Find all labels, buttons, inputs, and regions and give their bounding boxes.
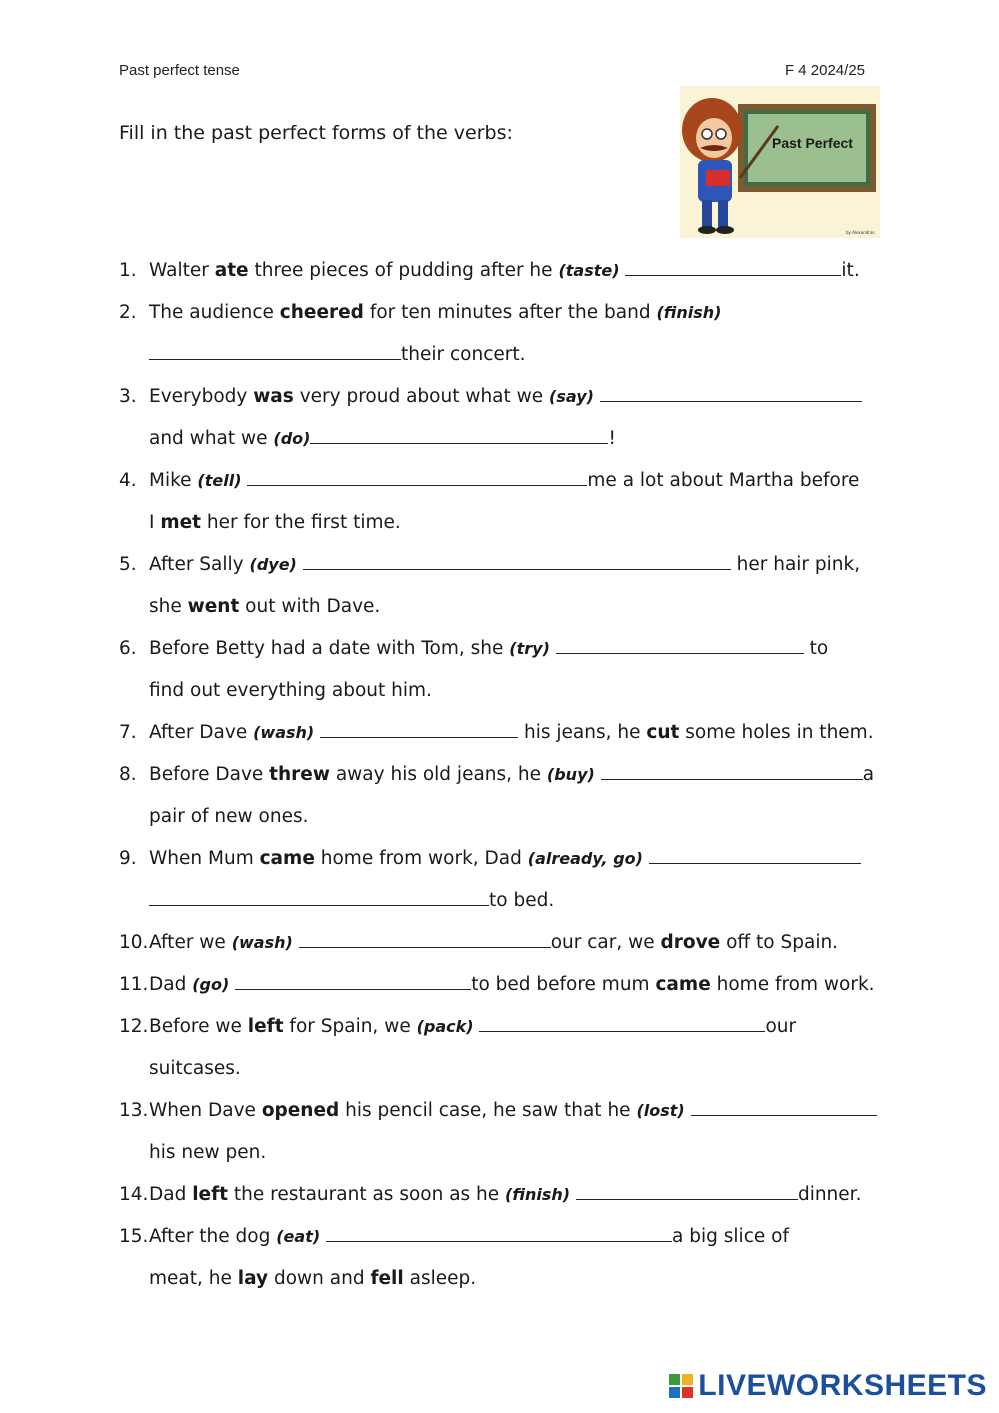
list-item bbox=[119, 712, 889, 754]
answer-blank[interactable] bbox=[691, 1095, 877, 1116]
text: his new pen. bbox=[149, 1142, 267, 1163]
answer-blank[interactable] bbox=[310, 423, 608, 444]
verb: left bbox=[247, 1016, 284, 1037]
text: a bbox=[862, 764, 875, 785]
list-item bbox=[119, 460, 889, 502]
text: some holes in them. bbox=[679, 722, 874, 743]
text: me a lot about Martha before bbox=[587, 470, 860, 491]
board-text: Past Perfect bbox=[772, 135, 853, 151]
header-left: Past perfect tense bbox=[119, 62, 240, 79]
list-item bbox=[119, 292, 889, 334]
text: our car, we bbox=[550, 932, 661, 953]
verb: went bbox=[187, 596, 240, 617]
text: ! bbox=[608, 428, 616, 449]
liveworksheets-logo bbox=[668, 1369, 987, 1403]
verb: fell bbox=[370, 1268, 404, 1289]
verb-hint: (lost) bbox=[636, 1101, 685, 1120]
text: home from work, Dad bbox=[314, 848, 528, 869]
text: meat, he bbox=[149, 1268, 238, 1289]
verb: met bbox=[160, 512, 202, 533]
list-item bbox=[119, 964, 889, 1006]
verb-hint: (try) bbox=[509, 639, 550, 658]
item-number: 2. bbox=[119, 302, 137, 323]
text: Everybody bbox=[149, 386, 254, 407]
list-item bbox=[119, 628, 889, 670]
text: a big slice of bbox=[672, 1226, 789, 1247]
text: and what we bbox=[149, 428, 274, 449]
answer-blank[interactable] bbox=[556, 633, 804, 654]
instructions: Fill in the past perfect forms of the verbs: bbox=[119, 122, 513, 144]
answer-blank[interactable] bbox=[320, 717, 518, 738]
teacher-illustration bbox=[680, 86, 880, 238]
text: his jeans, he bbox=[518, 722, 647, 743]
verb: ate bbox=[214, 260, 249, 281]
header-right: F 4 2024/25 bbox=[784, 62, 865, 79]
text: the restaurant as soon as he bbox=[228, 1184, 506, 1205]
text: our bbox=[765, 1016, 797, 1037]
item-number: 7. bbox=[119, 722, 137, 743]
list-item bbox=[119, 250, 889, 292]
answer-blank[interactable] bbox=[576, 1179, 798, 1200]
item-number: 14. bbox=[119, 1184, 149, 1205]
answer-blank[interactable] bbox=[149, 339, 401, 360]
text: Dad bbox=[149, 1184, 193, 1205]
verb: threw bbox=[269, 764, 330, 785]
text: down and bbox=[268, 1268, 371, 1289]
answer-blank[interactable] bbox=[601, 759, 863, 780]
text: her for the first time. bbox=[201, 512, 401, 533]
list-item bbox=[119, 376, 889, 418]
verb-hint: (wash) bbox=[253, 723, 315, 742]
item-number: 13. bbox=[119, 1100, 149, 1121]
item-number: 6. bbox=[119, 638, 137, 659]
item-number: 12. bbox=[119, 1016, 149, 1037]
list-item bbox=[119, 838, 889, 880]
text: Before Betty had a date with Tom, she bbox=[149, 638, 510, 659]
answer-blank[interactable] bbox=[303, 549, 731, 570]
list-item bbox=[119, 1174, 889, 1216]
illustration-credit: by Alexandras bbox=[846, 230, 875, 235]
item-number: 8. bbox=[119, 764, 137, 785]
list-item bbox=[119, 1090, 889, 1132]
text: home from work. bbox=[710, 974, 875, 995]
text: to bed. bbox=[489, 890, 555, 911]
answer-blank[interactable] bbox=[235, 969, 471, 990]
text: away his old jeans, he bbox=[329, 764, 547, 785]
verb: opened bbox=[261, 1100, 340, 1121]
text: Before Dave bbox=[149, 764, 270, 785]
verb-hint: (dye) bbox=[249, 555, 297, 574]
verb: lay bbox=[237, 1268, 269, 1289]
verb-hint: (taste) bbox=[558, 261, 620, 280]
verb-hint: (finish) bbox=[505, 1185, 571, 1204]
text: dinner. bbox=[797, 1184, 862, 1205]
verb-hint: (tell) bbox=[197, 471, 242, 490]
verb-hint: (already, go) bbox=[527, 849, 643, 868]
answer-blank[interactable] bbox=[600, 381, 862, 402]
text: I bbox=[149, 512, 161, 533]
text: After we bbox=[149, 932, 232, 953]
text: her hair pink, bbox=[730, 554, 861, 575]
text: After the dog bbox=[149, 1226, 277, 1247]
grid-logo-icon bbox=[668, 1373, 694, 1399]
verb-hint: (do) bbox=[273, 429, 311, 448]
answer-blank[interactable] bbox=[625, 255, 841, 276]
text: Mike bbox=[149, 470, 198, 491]
verb-hint: (say) bbox=[549, 387, 594, 406]
exercise-list bbox=[119, 250, 889, 1300]
item-number: 5. bbox=[119, 554, 137, 575]
answer-blank[interactable] bbox=[299, 927, 551, 948]
item-number: 4. bbox=[119, 470, 137, 491]
verb-hint: (eat) bbox=[276, 1227, 321, 1246]
text: asleep. bbox=[403, 1268, 477, 1289]
text: find out everything about him. bbox=[149, 680, 432, 701]
verb: cut bbox=[646, 722, 680, 743]
text: After Dave bbox=[149, 722, 254, 743]
text: After Sally bbox=[149, 554, 250, 575]
item-number: 1. bbox=[119, 260, 137, 281]
verb-hint: (go) bbox=[192, 975, 230, 994]
brand-text: LIVEWORKSHEETS bbox=[698, 1369, 987, 1402]
text: When Mum bbox=[149, 848, 260, 869]
item-number: 15. bbox=[119, 1226, 149, 1247]
verb-hint: (pack) bbox=[416, 1017, 474, 1036]
list-item bbox=[119, 544, 889, 586]
list-item bbox=[119, 922, 889, 964]
text: When Dave bbox=[149, 1100, 262, 1121]
answer-blank[interactable] bbox=[326, 1221, 672, 1242]
verb-hint: (wash) bbox=[231, 933, 293, 952]
text: The audience bbox=[149, 302, 280, 323]
text: out with Dave. bbox=[239, 596, 381, 617]
text: Walter bbox=[149, 260, 215, 281]
text: for ten minutes after the band bbox=[363, 302, 657, 323]
answer-blank[interactable] bbox=[479, 1011, 765, 1032]
text: off to Spain. bbox=[720, 932, 839, 953]
verb-hint: (finish) bbox=[656, 303, 722, 322]
list-item bbox=[119, 754, 889, 796]
text: it. bbox=[841, 260, 860, 281]
answer-blank[interactable] bbox=[649, 843, 861, 864]
answer-blank[interactable] bbox=[149, 885, 489, 906]
text: their concert. bbox=[401, 344, 526, 365]
item-number: 10. bbox=[119, 932, 149, 953]
verb: came bbox=[259, 848, 315, 869]
text: three pieces of pudding after he bbox=[248, 260, 559, 281]
text: his pencil case, he saw that he bbox=[339, 1100, 637, 1121]
item-number: 3. bbox=[119, 386, 137, 407]
text: for Spain, we bbox=[283, 1016, 417, 1037]
verb: drove bbox=[660, 932, 721, 953]
verb: came bbox=[655, 974, 711, 995]
text: pair of new ones. bbox=[149, 806, 309, 827]
verb: was bbox=[253, 386, 294, 407]
verb: left bbox=[192, 1184, 228, 1205]
answer-blank[interactable] bbox=[247, 465, 587, 486]
list-item bbox=[119, 1006, 889, 1048]
text: very proud about what we bbox=[293, 386, 550, 407]
verb: cheered bbox=[279, 302, 364, 323]
text: she bbox=[149, 596, 188, 617]
text: to bed before mum bbox=[471, 974, 656, 995]
text: to bbox=[803, 638, 829, 659]
text: Dad bbox=[149, 974, 193, 995]
text: Before we bbox=[149, 1016, 248, 1037]
verb-hint: (buy) bbox=[546, 765, 595, 784]
list-item bbox=[119, 1216, 889, 1258]
text: suitcases. bbox=[149, 1058, 241, 1079]
item-number: 9. bbox=[119, 848, 137, 869]
item-number: 11. bbox=[119, 974, 149, 995]
